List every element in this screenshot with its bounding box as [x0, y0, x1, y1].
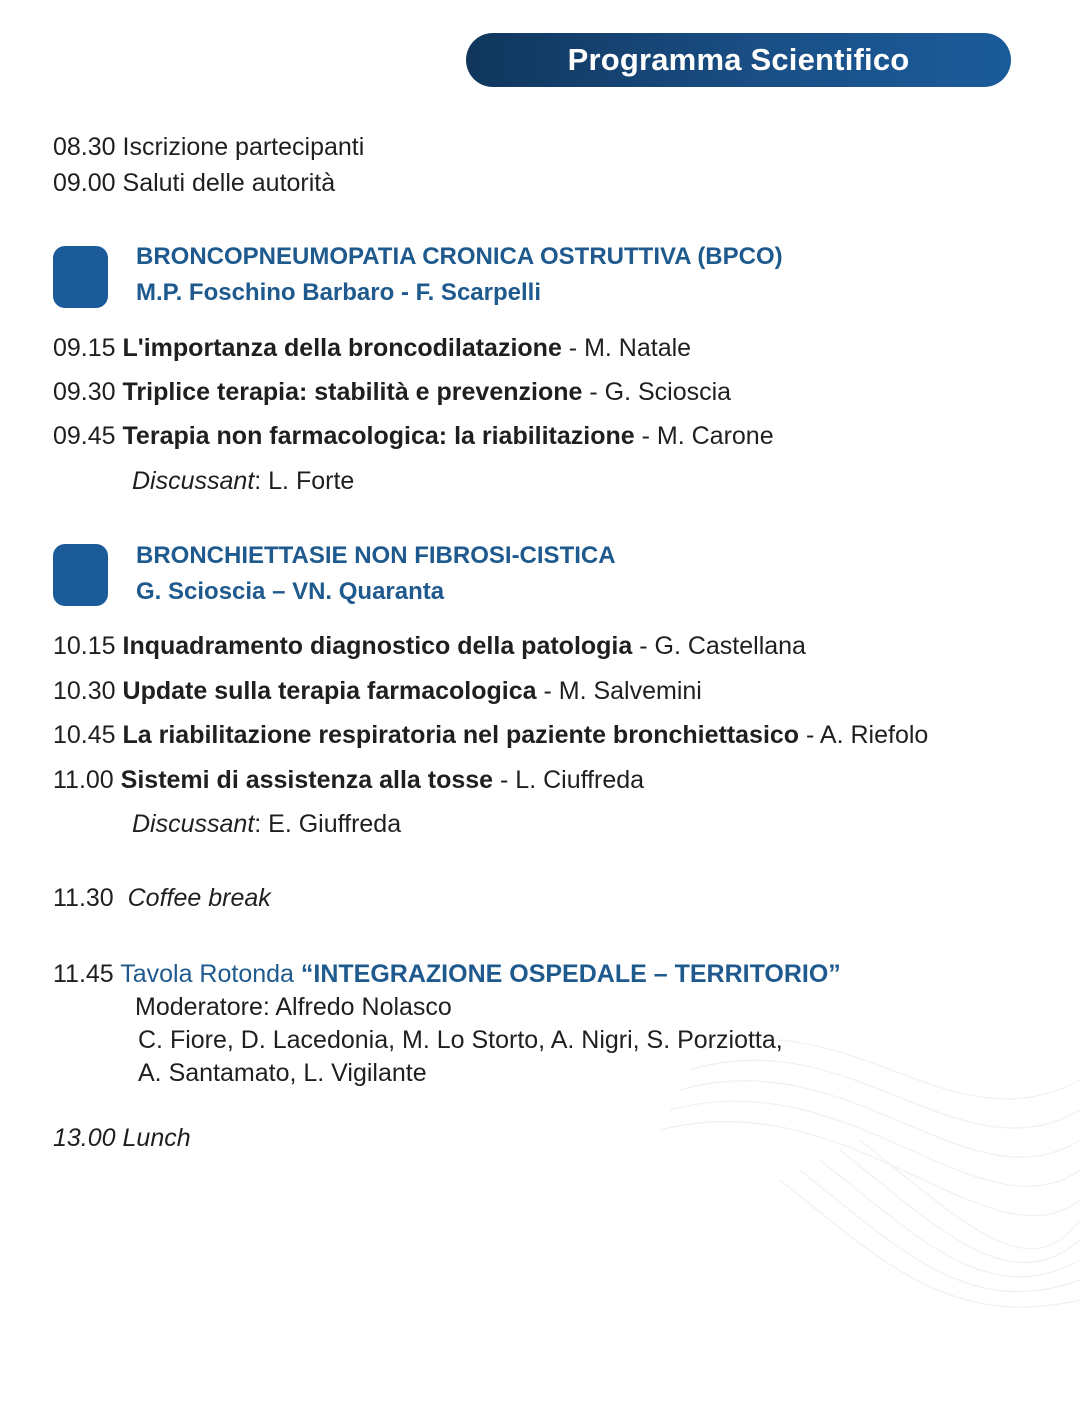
talk-title: Triplice terapia: stabilità e prevenzione	[122, 378, 583, 406]
round-table-panel: A. Santamato, L. Vigilante	[138, 1059, 427, 1087]
item-text: Coffee break	[127, 884, 271, 912]
discussant-label: Discussant	[132, 810, 255, 838]
talk-speaker: - M. Natale	[561, 334, 692, 362]
talk-speaker: - L. Ciuffreda	[493, 766, 645, 794]
program-title: Programma Scientifico	[567, 42, 910, 77]
talk-item	[53, 377, 731, 407]
talk-time: 10.45	[53, 721, 116, 749]
round-table-label: Tavola Rotonda	[120, 960, 294, 988]
discussant-name: : E. Giuffreda	[254, 810, 402, 838]
talk-title: Update sulla terapia farmacologica	[122, 677, 537, 705]
talk-title: La riabilitazione respiratoria nel paziente bronchiettasico	[122, 721, 800, 749]
round-table-moderator: Moderatore: Alfredo Nolasco	[135, 993, 452, 1021]
talk-time: 10.15	[53, 632, 116, 660]
schedule-item	[53, 132, 364, 162]
coffee-break-item	[53, 883, 271, 913]
talk-title: L'importanza della broncodilatazione	[122, 334, 562, 362]
section-marker	[53, 246, 108, 308]
talk-speaker: - M. Salvemini	[536, 677, 702, 705]
talk-title: Sistemi di assistenza alla tosse	[120, 766, 494, 794]
discussant-name: : L. Forte	[254, 467, 355, 495]
talk-item	[53, 631, 806, 661]
discussant-label: Discussant	[132, 467, 255, 495]
program-header-banner	[466, 33, 1011, 87]
lunch-item: 13.00 Lunch	[53, 1124, 191, 1152]
talk-title: Terapia non farmacologica: la riabilitazione	[122, 422, 635, 450]
item-text: Iscrizione partecipanti	[122, 133, 365, 161]
item-text: Saluti delle autorità	[122, 169, 336, 197]
schedule-item	[53, 168, 335, 198]
talk-time: 09.15	[53, 334, 116, 362]
item-time: 09.00	[53, 169, 116, 197]
discussant-line	[132, 809, 401, 839]
round-table-panel: C. Fiore, D. Lacedonia, M. Lo Storto, A. Nigri, S. Porziotta,	[138, 1026, 783, 1054]
round-table-item	[53, 959, 841, 989]
section-title: BRONCHIETTASIE NON FIBROSI-CISTICA	[136, 542, 616, 569]
section-title: BRONCOPNEUMOPATIA CRONICA OSTRUTTIVA (BPCO)	[136, 243, 783, 270]
round-table-title: “INTEGRAZIONE OSPEDALE – TERRITORIO”	[300, 960, 841, 988]
talk-item	[53, 765, 644, 795]
item-time: 08.30	[53, 133, 116, 161]
talk-item	[53, 421, 774, 451]
talk-time: 11.00	[53, 766, 114, 794]
talk-speaker: - M. Carone	[634, 422, 774, 450]
section-chairs: M.P. Foschino Barbaro - F. Scarpelli	[136, 279, 541, 306]
talk-time: 09.30	[53, 378, 116, 406]
talk-speaker: - G. Castellana	[632, 632, 806, 660]
item-time: 11.30	[53, 884, 114, 912]
talk-speaker: - G. Scioscia	[582, 378, 732, 406]
talk-item	[53, 333, 691, 363]
talk-item	[53, 720, 928, 750]
section-marker	[53, 544, 108, 606]
talk-item	[53, 676, 702, 706]
item-time: 11.45	[53, 960, 114, 988]
talk-speaker: - A. Riefolo	[799, 721, 929, 749]
talk-time: 09.45	[53, 422, 116, 450]
discussant-line	[132, 466, 354, 496]
section-chairs: G. Scioscia – VN. Quaranta	[136, 578, 445, 605]
talk-title: Inquadramento diagnostico della patologia	[122, 632, 633, 660]
talk-time: 10.30	[53, 677, 116, 705]
